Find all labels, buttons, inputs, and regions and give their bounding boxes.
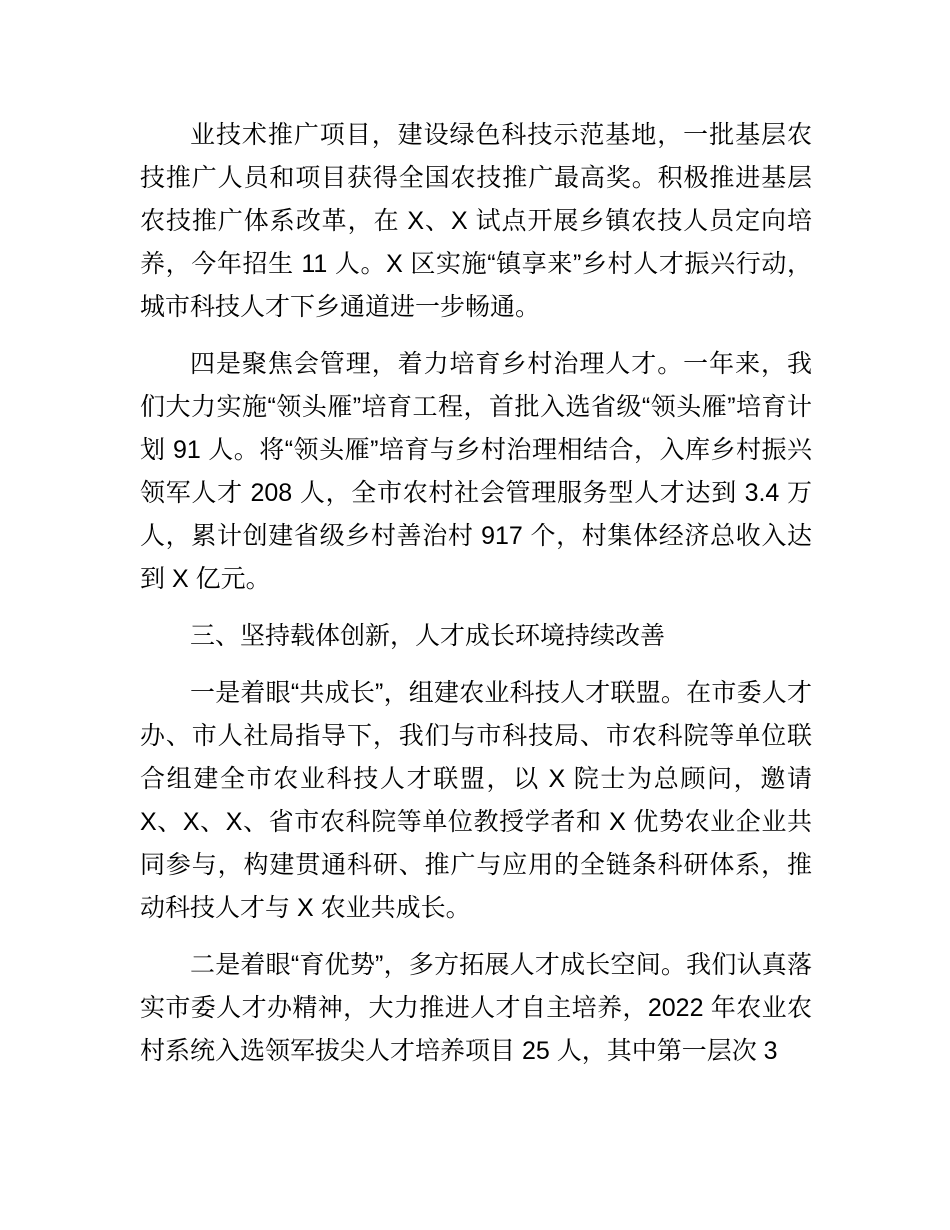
paragraph-rural-governance-talent: 四是聚焦会管理，着力培育乡村治理人才。一年来，我们大力实施“领头雁”培育工程，首批入选省级“领头雁”培育计划 91 人。将“领头雁”培育与乡村治理相结合，入库乡村振兴领军人才 208 人，全市农村社会管理服务型人才达到 3.4 万人，累计创建省级乡村善治村 917 个，村集体经济总收入达到 X 亿元。 [140,350,812,593]
paragraph-talent-growth-space: 二是着眼“育优势”，多方拓展人才成长空间。我们认真落实市委人才办精神，大力推进人才自主培养，2022 年农业农村系统入选领军拔尖人才培养项目 25 人，其中第一层次 3 [140,951,812,1065]
paragraph-agritech-promotion: 业技术推广项目，建设绿色科技示范基地，一批基层农技推广人员和项目获得全国农技推广最高奖。积极推进基层农技推广体系改革，在 X、X 试点开展乡镇农技人员定向培养，今年招生 11 人。X 区实施“镇享来”乡村人才振兴行动，城市科技人才下乡通道进一步畅通。 [140,121,812,321]
paragraph-talent-alliance: 一是着眼“共成长”，组建农业科技人才联盟。在市委人才办、市人社局指导下，我们与市科技局、市农科院等单位联合组建全市农业科技人才联盟，以 X 院士为总顾问，邀请 X、X、X、省市农科院等单位教授学者和 X 优势农业企业共同参与，构建贯通科研、推广与应用的全链条科研体系，推动科技人才与 X 农业共成长。 [140,679,812,922]
section-heading-carrier-innovation: 三、坚持载体创新，人才成长环境持续改善 [190,622,666,650]
